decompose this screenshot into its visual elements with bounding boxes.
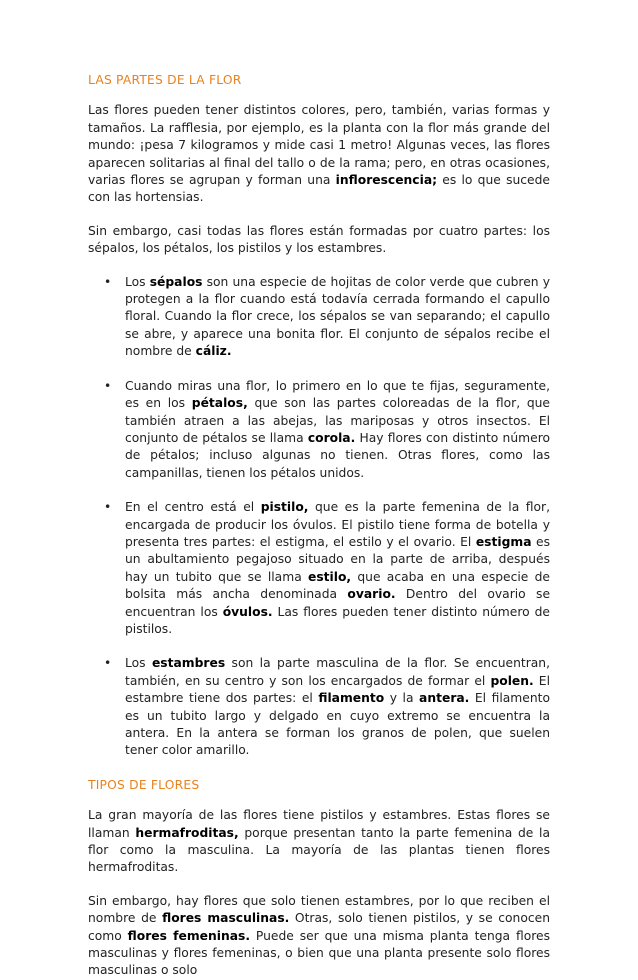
- paragraph-intro: [88, 102, 550, 206]
- list-item-pistilo: [125, 499, 550, 638]
- text-run: En el centro está el: [125, 500, 261, 515]
- text-run: Las flores pueden tener distintos colores, pero, también, varias formas y tamaños. La rafflesia, por ejemplo, es la planta con la flor más grande del mundo: ¡pesa 7 kilogramos y mide casi 1 metro! Algunas veces, las flores aparecen solitarias al final del tallo o de la rama; pero, en otras ocasiones, varias flores se agrupan y forman una: [88, 103, 550, 188]
- text-run: Sin embargo, hay flores que solo tienen estambres, por lo que reciben el nombre de: [88, 893, 550, 926]
- text-run: Las flores pueden tener distinto número de pistilos.: [125, 604, 550, 636]
- list-item-sepalos: [125, 274, 550, 361]
- text-run: Otras, solo tienen pistilos, y se conocen como: [88, 911, 550, 943]
- text-run: El filamento es un tubito largo y delgado en cuyo extremo se encuentra la antera. En la antera se forman los granos de polen, que suelen tener color amarillo.: [125, 691, 550, 758]
- text-run: Los: [125, 656, 152, 671]
- text-run: Puede ser que una misma planta tenga flores masculinas y flores femeninas, o bien que una planta presente solo flores masculinas o solo: [88, 928, 550, 978]
- keyword-hermafroditas: hermafroditas,: [135, 825, 239, 840]
- paragraph-partes: Sin embargo, casi todas las flores están formadas por cuatro partes: los sépalos, los pétalos, los pistilos y los estambres.: [88, 223, 550, 256]
- keyword-flores-masculinas: flores masculinas.: [162, 911, 290, 926]
- keyword-ovulos: óvulos.: [222, 604, 273, 619]
- keyword-estambres: estambres: [151, 656, 226, 671]
- text-run: Hay flores con distinto número de pétalos; incluso algunas no tienen. Otras flores, como las campanillas, tienen los pétalos unidos.: [125, 430, 550, 480]
- text-run: porque presentan tanto la parte femenina de la flor como la masculina. La mayoría de las plantas tienen flores hermafroditas.: [88, 825, 550, 875]
- keyword-estilo: estilo,: [308, 569, 352, 584]
- parts-list: [88, 274, 550, 760]
- text-run: es lo que sucede con las hortensias.: [88, 173, 550, 205]
- keyword-corola: corola.: [307, 430, 356, 445]
- text-run: son la parte masculina de la flor. Se encuentran, también, en su centro y son los encargados de formar el: [125, 656, 550, 688]
- text-run: La gran mayoría de las flores tiene pistilos y estambres. Estas flores se llaman: [88, 808, 550, 840]
- text-run: El estambre tiene dos partes: el: [125, 673, 550, 706]
- text-run: son una especie de hojitas de color verde que cubren y protegen a la flor cuando está todavía cerrada formando el capullo floral. Cuando la flor crece, los sépalos se van separando; el capullo se abre, y aparece una bonita flor. El conjunto de sépalos recibe el nombre de: [125, 274, 550, 359]
- keyword-flores-femeninas: flores femeninas.: [127, 928, 251, 943]
- paragraph-unisexuales: [88, 893, 550, 980]
- list-item-estambres: [125, 655, 550, 759]
- keyword-inflorescencia: inflorescencia;: [335, 173, 438, 188]
- paragraph-hermafroditas: [88, 807, 550, 877]
- text-run: y la: [384, 691, 420, 706]
- section-heading-partes: LAS PARTES DE LA FLOR: [88, 73, 242, 87]
- keyword-filamento: filamento: [318, 691, 385, 706]
- text-run: que son las partes coloreadas de la flor, que también atraen a las abejas, las mariposas y otros insectos. El conjunto de pétalos se llama: [125, 396, 551, 445]
- text-run: Dentro del ovario se encuentran los: [125, 587, 551, 619]
- keyword-petalos: pétalos,: [191, 396, 248, 411]
- keyword-sepalos: sépalos: [149, 274, 203, 289]
- text-run: que acaba en una especie de bolsita más ancha denominada: [125, 569, 550, 602]
- keyword-ovario: ovario.: [347, 587, 396, 602]
- keyword-caliz: cáliz.: [195, 344, 232, 359]
- list-item-petalos: [125, 378, 550, 482]
- section-heading-tipos: TIPOS DE FLORES: [88, 777, 200, 792]
- keyword-pistilo: pistilo,: [260, 500, 309, 515]
- keyword-antera: antera.: [419, 691, 470, 706]
- keyword-polen: polen.: [490, 673, 534, 688]
- text-run: Cuando miras una flor, lo primero en lo que te fijas, seguramente, es en los: [125, 378, 550, 411]
- text-run: Los: [125, 274, 150, 289]
- keyword-estigma: estigma: [475, 534, 532, 549]
- text-run: que es la parte femenina de la flor, encargada de producir los óvulos. El pistilo tiene forma de botella y presenta tres partes: el estigma, el estilo y el ovario. El: [125, 500, 550, 549]
- text-run: es un abultamiento pegajoso situado en la parte de arriba, después hay un tubito que se llama: [125, 534, 550, 584]
